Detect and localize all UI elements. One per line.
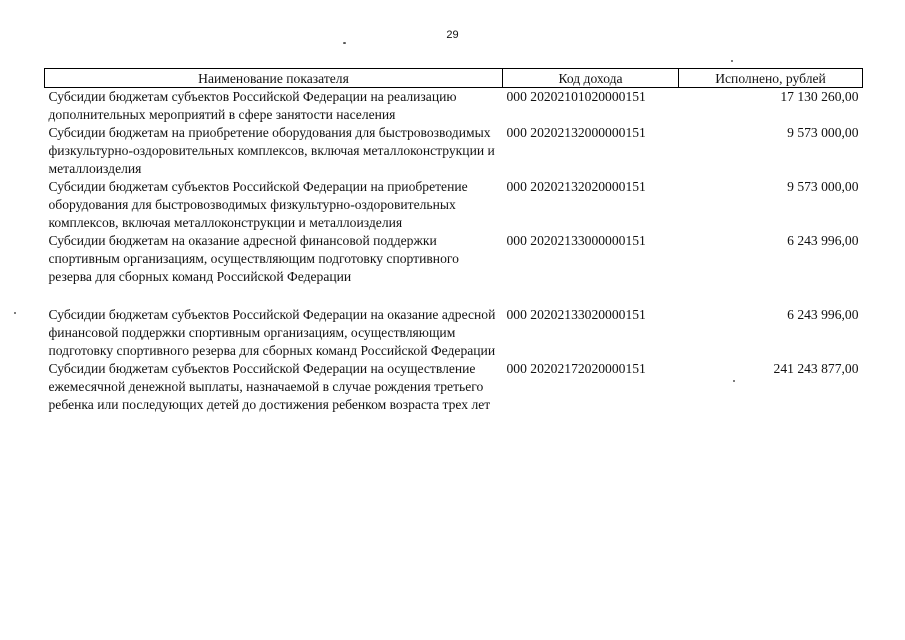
- executed-amount: 6 243 996,00: [787, 307, 859, 322]
- indicator-name: Субсидии бюджетам на приобретение оборудования для быстровозводимых физкультурно-оздоровительных комплексов, включая металлоконструкции и металлоизделия: [48, 125, 495, 176]
- executed-amount: 9 573 000,00: [787, 179, 859, 194]
- scan-speck: [14, 312, 16, 314]
- revenue-code: 000 20202133020000151: [506, 307, 646, 322]
- scan-speck: [731, 60, 733, 62]
- table-header-row: [45, 69, 863, 88]
- revenue-code: 000 20202133000000151: [506, 233, 646, 248]
- executed-amount: 9 573 000,00: [787, 125, 859, 140]
- table-row: [45, 306, 863, 360]
- revenue-code: 000 20202132020000151: [506, 179, 646, 194]
- indicator-name: Субсидии бюджетам субъектов Российской Федерации на осуществление ежемесячной денежной выплаты, назначаемой в случае рождения третьего ребенка или последующих детей до достижения ребенком возраста трех лет: [48, 361, 491, 412]
- executed-amount: 17 130 260,00: [780, 89, 859, 104]
- table-row: [45, 178, 863, 232]
- table-row: [45, 360, 863, 414]
- column-header-amount: Исполнено, рублей: [679, 69, 863, 88]
- revenue-table: [44, 68, 863, 414]
- executed-amount: 241 243 877,00: [773, 361, 859, 376]
- table-row: [45, 232, 863, 286]
- executed-amount: 6 243 996,00: [787, 233, 859, 248]
- scan-speck: [343, 42, 346, 44]
- indicator-name: Субсидии бюджетам субъектов Российской Федерации на приобретение оборудования для быстровозводимых физкультурно-оздоровительных комплексов, включая металлоконструкции и металлоизделия: [48, 179, 468, 230]
- column-header-name: Наименование показателя: [45, 69, 503, 88]
- indicator-name: Субсидии бюджетам на оказание адресной финансовой поддержки спортивным организациям, осуществляющим подготовку спортивного резерва для сборных команд Российской Федерации: [48, 233, 459, 284]
- page-number: 29: [446, 29, 459, 41]
- column-header-code: Код дохода: [503, 69, 679, 88]
- indicator-name: Субсидии бюджетам субъектов Российской Федерации на оказание адресной финансовой поддержки спортивным организациям, осуществляющим подготовку спортивного резерва для сборных команд Российской Федерации: [48, 307, 496, 358]
- indicator-name: Субсидии бюджетам субъектов Российской Федерации на реализацию дополнительных мероприятий в сфере занятости населения: [48, 89, 457, 122]
- table-row: [45, 88, 863, 125]
- revenue-code: 000 20202172020000151: [506, 361, 646, 376]
- revenue-code: 000 20202132000000151: [506, 125, 646, 140]
- revenue-code: 000 20202101020000151: [506, 89, 646, 104]
- table-row: [45, 124, 863, 178]
- row-spacer: [45, 286, 863, 306]
